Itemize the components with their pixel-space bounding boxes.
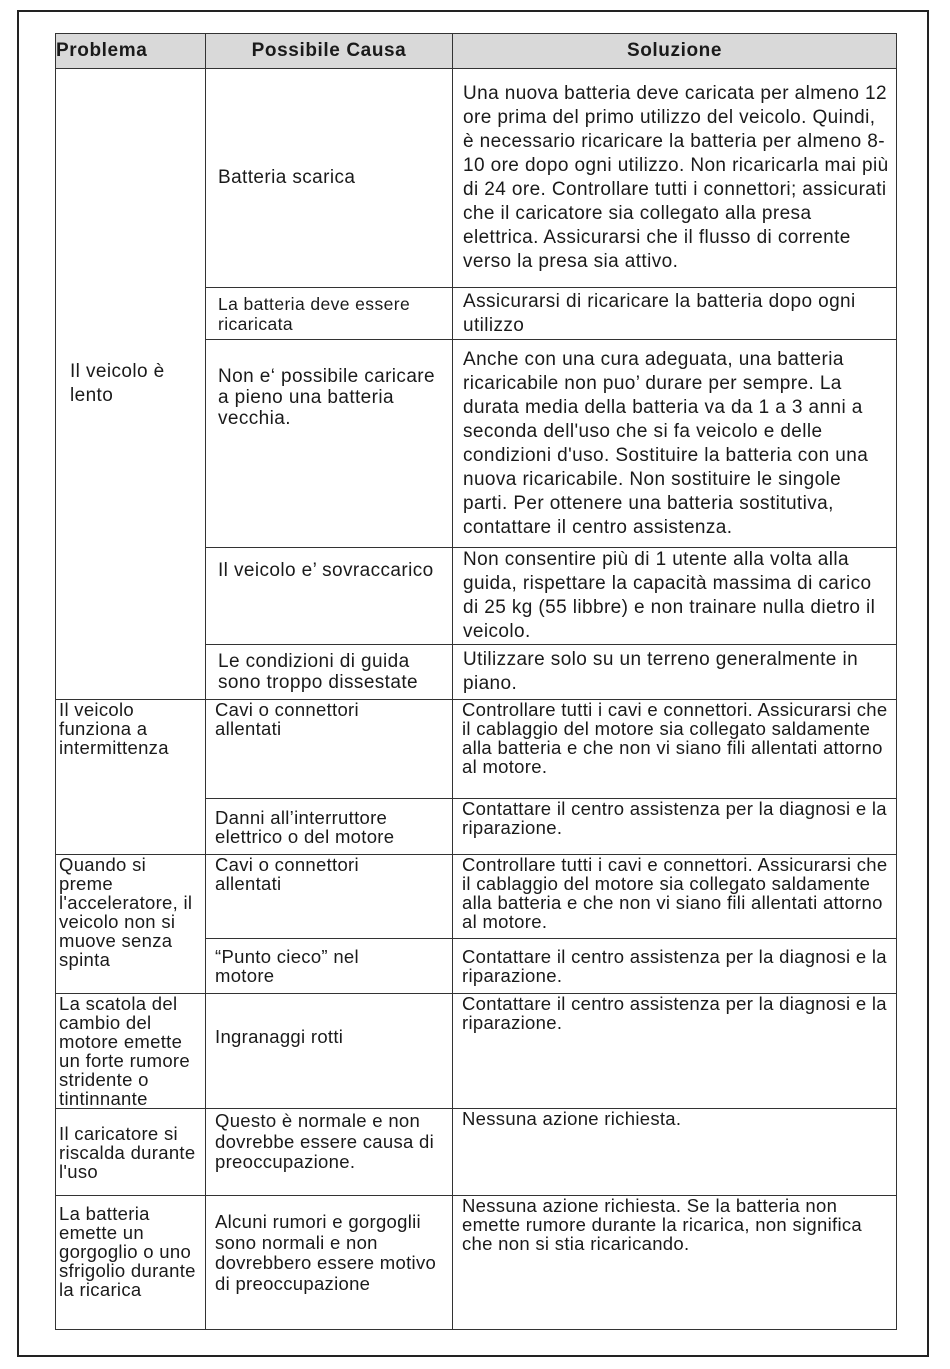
cause-cell: Alcuni rumori e gorgoglii sono normali e non dovrebbero essere motivo di preoccupazione [206,1196,453,1330]
problem-cell: La batteria emette un gorgoglio o uno sfrigolio durante la ricarica [56,1196,206,1330]
table-row [56,994,897,1109]
problem-cell: Il caricatore si riscalda durante l'uso [56,1109,206,1196]
problem-cell: Il veicolo funziona a intermittenza [56,700,206,855]
solution-cell: Nessuna azione richiesta. [453,1109,897,1196]
cause-cell: Non e‘ possibile caricare a pieno una batteria vecchia. [206,340,453,548]
solution-cell: Assicurarsi di ricaricare la batteria dopo ogni utilizzo [453,288,897,340]
header-solution: Soluzione [453,34,897,69]
table-row [56,69,897,288]
solution-cell: Contattare il centro assistenza per la diagnosi e la riparazione. [453,939,897,994]
cause-cell: La batteria deve essere ricaricata [206,288,453,340]
table-row [56,855,897,939]
solution-cell: Contattare il centro assistenza per la diagnosi e la riparazione. [453,799,897,855]
solution-cell: Controllare tutti i cavi e connettori. Assicurarsi che il cablaggio del motore sia collegato saldamente alla batteria e che non vi siano fili allentati attorno al motore. [453,855,897,939]
table-row [56,700,897,799]
header-cause: Possibile Causa [206,34,453,69]
table-header-row [56,34,897,69]
cause-cell: Questo è normale e non dovrebbe essere causa di preoccupazione. [206,1109,453,1196]
cause-cell: “Punto cieco” nel motore [206,939,453,994]
cause-cell: Batteria scarica [206,69,453,288]
cause-cell: Le condizioni di guida sono troppo dissestate [206,645,453,700]
cause-cell: Danni all’interruttore elettrico o del motore [206,799,453,855]
solution-cell: Nessuna azione richiesta. Se la batteria non emette rumore durante la ricarica, non significa che non si stia ricaricando. [453,1196,897,1330]
troubleshooting-table [55,33,897,1330]
solution-cell: Controllare tutti i cavi e connettori. Assicurarsi che il cablaggio del motore sia collegato saldamente alla batteria e che non vi siano fili allentati attorno al motore. [453,700,897,799]
problem-cell: Quando si preme l'acceleratore, il veicolo non si muove senza spinta [56,855,206,994]
problem-cell: La scatola del cambio del motore emette un forte rumore stridente o tintinnante [56,994,206,1109]
solution-cell: Una nuova batteria deve caricata per almeno 12 ore prima del primo utilizzo del veicolo. Quindi, è necessario ricaricare la batteria per almeno 8-10 ore dopo ogni utilizzo. Non ricaricarla mai più di 24 ore. Controllare tutti i connettori; assicurati che il caricatore sia collegato alla presa elettrica. Assicurarsi che il flusso di corrente verso la presa sia attivo. [453,69,897,288]
problem-cell: Il veicolo è lento [56,69,206,700]
solution-cell: Anche con una cura adeguata, una batteria ricaricabile non puo’ durare per sempre. La durata media della batteria va da 1 a 3 anni a seconda dell'uso che si fa veicolo e delle condizioni d'uso. Sostituire la batteria con una nuova ricaricabile. Non sostituire le singole parti. Per ottenere una batteria sostitutiva, contattare il centro assistenza. [453,340,897,548]
cause-cell: Cavi o connettori allentati [206,700,453,799]
header-problem: Problema [56,34,206,69]
solution-cell: Utilizzare solo su un terreno generalmente in piano. [453,645,897,700]
cause-cell: Cavi o connettori allentati [206,855,453,939]
cause-cell: Ingranaggi rotti [206,994,453,1109]
solution-cell: Non consentire più di 1 utente alla volta alla guida, rispettare la capacità massima di carico di 25 kg (55 libbre) e non trainare nulla dietro il veicolo. [453,548,897,645]
cause-cell: Il veicolo e’ sovraccarico [206,548,453,645]
table-row [56,1109,897,1196]
solution-cell: Contattare il centro assistenza per la diagnosi e la riparazione. [453,994,897,1109]
table-row [56,1196,897,1330]
